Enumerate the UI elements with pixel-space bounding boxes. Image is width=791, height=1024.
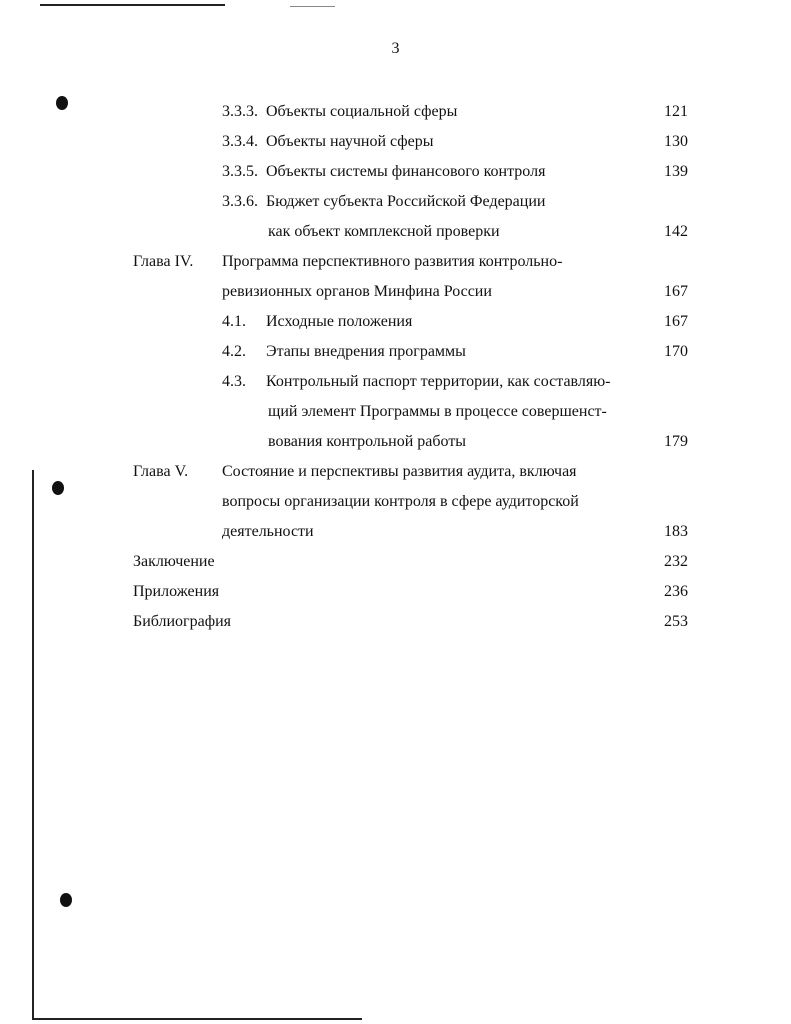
- toc-entry-title-line: вопросы организации контроля в сфере аудиторской: [222, 493, 579, 510]
- punch-hole-middle: [52, 481, 64, 495]
- toc-entry-page: 130: [664, 133, 688, 150]
- scan-bottom-line: [32, 1018, 362, 1020]
- toc-entry-prefix: 4.3.: [222, 373, 246, 390]
- toc-entry-prefix: 4.1.: [222, 313, 246, 330]
- toc-entry-title-line: Программа перспективного развития контрольно-: [222, 253, 563, 270]
- toc-entry-title-line: Бюджет субъекта Российской Федерации: [266, 193, 546, 210]
- toc-entry-title-line: щий элемент Программы в процессе совершенст-: [268, 403, 607, 420]
- toc-entry-title: Объекты системы финансового контроля: [266, 163, 546, 180]
- toc-entry-prefix: 3.3.5.: [222, 163, 258, 180]
- toc-entry-prefix: 3.3.3.: [222, 103, 258, 120]
- toc-entry-page: 121: [664, 103, 688, 120]
- toc-entry-title: Объекты социальной сферы: [266, 103, 458, 120]
- toc-entry-title-line: Контрольный паспорт территории, как составляю-: [266, 373, 611, 390]
- scan-left-edge: [32, 470, 34, 1020]
- page-number: 3: [391, 40, 400, 57]
- toc-entry-title-line: деятельности: [222, 523, 314, 540]
- toc-entry-title: Объекты научной сферы: [266, 133, 434, 150]
- toc-entry-page: 139: [664, 163, 688, 180]
- scan-top-line-short: [290, 6, 335, 7]
- toc-entry-page: 236: [664, 583, 688, 600]
- toc-entry-title-line: Состояние и перспективы развития аудита, включая: [222, 463, 577, 480]
- toc-entry-page: 232: [664, 553, 688, 570]
- toc-entry-title-line: ревизионных органов Минфина России: [222, 283, 492, 300]
- toc-entry-title: Заключение: [133, 553, 215, 570]
- toc-chapter-prefix: Глава V.: [133, 463, 189, 480]
- toc-chapter-prefix: Глава IV.: [133, 253, 194, 270]
- toc-entry-page: 167: [664, 313, 688, 330]
- toc-entry-prefix: 3.3.6.: [222, 193, 258, 210]
- punch-hole-top: [56, 96, 68, 110]
- toc-entry-title: Библиография: [133, 613, 231, 630]
- toc-entry-title: Этапы внедрения программы: [266, 343, 466, 360]
- toc-entry-page: 183: [664, 523, 688, 540]
- toc-entry-title-line: вования контрольной работы: [268, 433, 467, 450]
- toc-entry-page: 170: [664, 343, 688, 360]
- toc-entry-prefix: 3.3.4.: [222, 133, 258, 150]
- toc-entry-title: Приложения: [133, 583, 220, 600]
- scan-top-line: [40, 4, 225, 6]
- toc-entry-page: 253: [664, 613, 688, 630]
- punch-hole-bottom: [60, 893, 72, 907]
- toc-entry-page: 142: [664, 223, 688, 240]
- toc-entry-title: Исходные положения: [266, 313, 413, 330]
- toc-entry-page: 167: [664, 283, 688, 300]
- toc-entry-page: 179: [664, 433, 688, 450]
- toc-entry-prefix: 4.2.: [222, 343, 246, 360]
- toc-entry-title-line: как объект комплексной проверки: [268, 223, 500, 240]
